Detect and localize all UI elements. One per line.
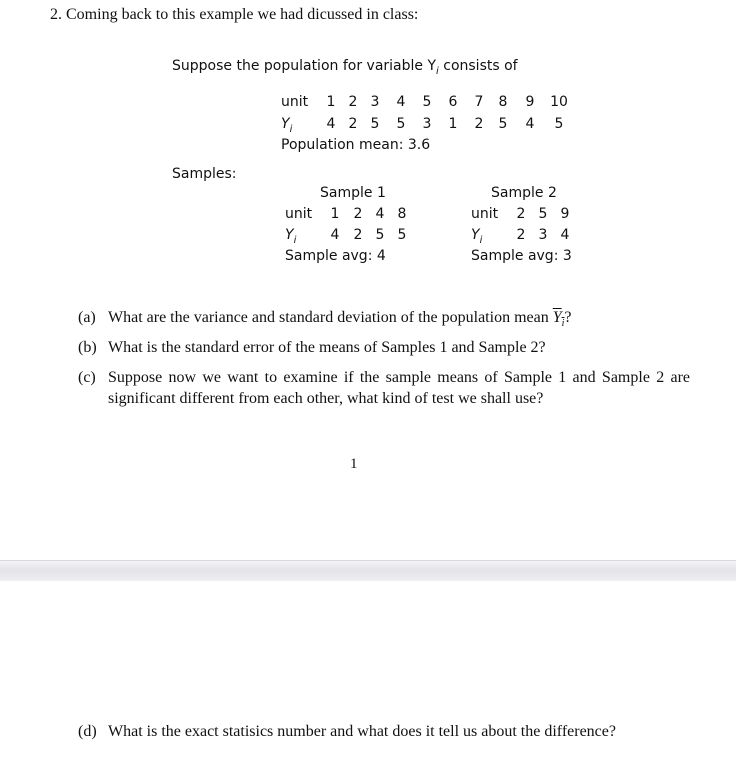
table-cell: 1: [326, 94, 336, 110]
part-b: [78, 337, 690, 358]
table-cell: 2: [348, 94, 358, 110]
table-cell: 5: [538, 206, 548, 222]
part-a-symbol: $Y_i$: [552, 309, 565, 330]
table-cell: 4: [525, 116, 535, 132]
table-cell: 2: [348, 116, 358, 132]
table-cell: 5: [370, 116, 380, 132]
population-intro: Suppose the population for variable $Y_i$ consists of: [172, 58, 518, 77]
question-header: [50, 6, 418, 24]
table-cell: 8: [397, 206, 407, 222]
part-a-text: What are the variance and standard deviation of the population mean: [108, 309, 553, 326]
table-cell: 5: [375, 227, 385, 243]
table-cell: 1: [448, 116, 458, 132]
table-cell: 2: [516, 227, 526, 243]
table-cell: 5: [396, 116, 406, 132]
population-value-row: [320, 116, 574, 132]
sample1-value-row: [323, 227, 413, 243]
table-cell: 9: [525, 94, 535, 110]
table-cell: 5: [498, 116, 508, 132]
part-c-label: (c): [78, 369, 96, 386]
population-mean: Population mean: 3.6: [281, 137, 431, 153]
table-cell: 2: [516, 206, 526, 222]
table-cell: 8: [498, 94, 508, 110]
population-y-label: $Y_i$: [281, 116, 293, 135]
table-cell: 3: [422, 116, 432, 132]
table-cell: 4: [396, 94, 406, 110]
population-unit-label: unit: [281, 94, 309, 110]
table-cell: 4: [326, 116, 336, 132]
population-unit-row: [320, 94, 574, 110]
sample2-y-label: $Y_i$: [471, 227, 483, 246]
table-cell: 3: [538, 227, 548, 243]
table-cell: 2: [353, 227, 363, 243]
sample1-unit-row: [323, 206, 413, 222]
table-cell: 4: [375, 206, 385, 222]
table-cell: 5: [422, 94, 432, 110]
table-cell: 2: [353, 206, 363, 222]
sample1-unit-label: unit: [285, 206, 313, 222]
table-cell: 3: [370, 94, 380, 110]
sample1-title: Sample 1: [320, 185, 386, 201]
part-d-text: What is the exact statisics number and what does it tell us about the difference?: [108, 723, 616, 740]
part-c-text: Suppose now we want to examine if the sample means of Sample 1 and Sample 2 are significant different from each other, what kind of test we shall use?: [108, 369, 690, 407]
table-cell: 6: [448, 94, 458, 110]
table-cell: 4: [560, 227, 570, 243]
part-b-label: (b): [78, 339, 97, 356]
samples-label: Samples:: [172, 166, 237, 182]
question-number: 2.: [50, 6, 62, 23]
sample1-avg: Sample avg: 4: [285, 248, 386, 264]
table-cell: 2: [474, 116, 484, 132]
table-cell: 4: [330, 227, 340, 243]
sample2-unit-label: unit: [471, 206, 499, 222]
sample2-unit-row: [510, 206, 576, 222]
sample2-avg: Sample avg: 3: [471, 248, 572, 264]
page-number: 1: [350, 456, 358, 472]
part-d-label: (d): [78, 723, 97, 740]
table-cell: 9: [560, 206, 570, 222]
page-divider: [0, 560, 736, 581]
table-cell: 7: [474, 94, 484, 110]
sample1-y-label: $Y_i$: [285, 227, 297, 246]
part-d: [78, 721, 690, 742]
part-a-label: (a): [78, 309, 96, 326]
table-cell: 5: [554, 116, 564, 132]
sample2-title: Sample 2: [491, 185, 557, 201]
table-cell: 1: [330, 206, 340, 222]
table-cell: 10: [550, 94, 568, 110]
part-b-text: What is the standard error of the means of Samples 1 and Sample 2?: [108, 339, 546, 356]
sample2-value-row: [510, 227, 576, 243]
part-c: [78, 367, 690, 409]
question-intro: Coming back to this example we had dicussed in class:: [66, 6, 419, 23]
part-a: (a) What are the variance and standard deviation of the population mean $Y_i$?: [78, 309, 572, 330]
table-cell: 5: [397, 227, 407, 243]
